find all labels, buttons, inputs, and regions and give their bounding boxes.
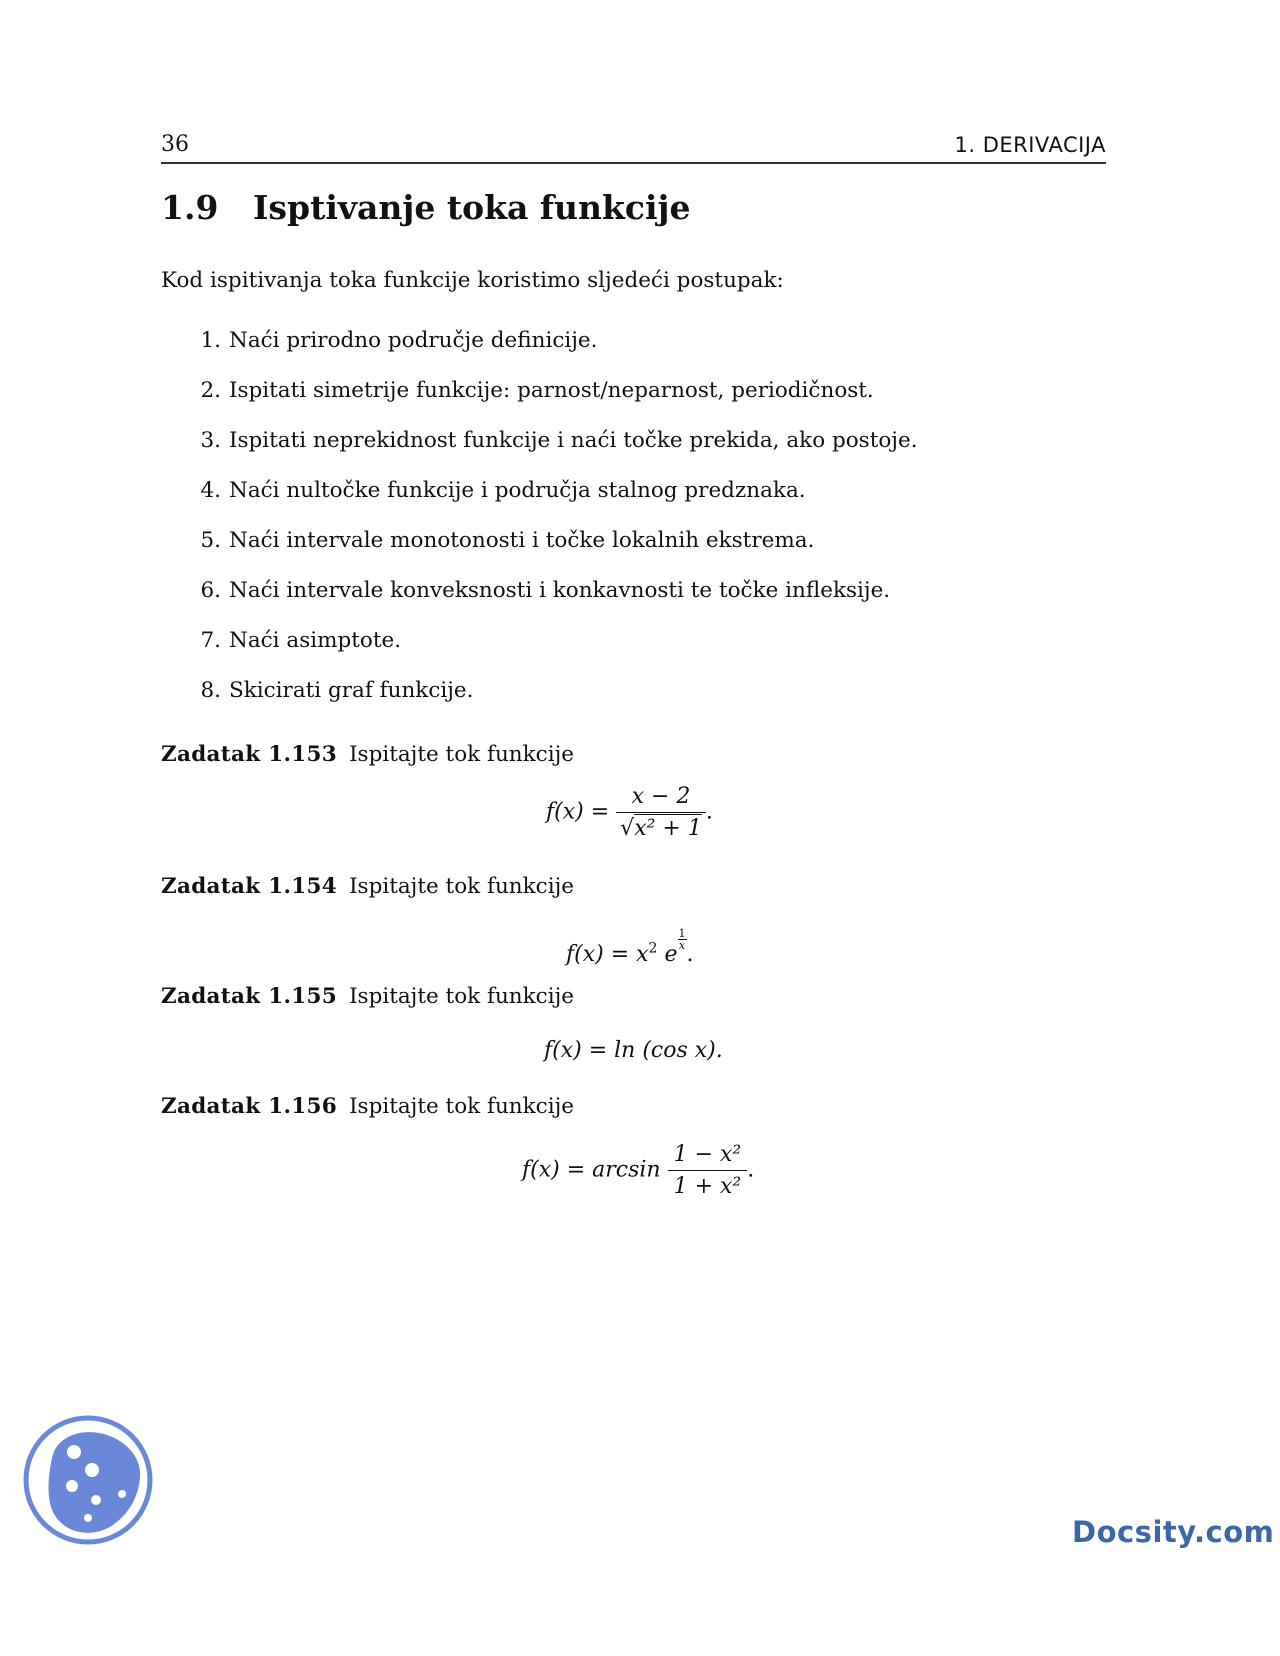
task-1-156 xyxy=(161,1094,574,1119)
task-text: Ispitajte tok funkcije xyxy=(349,1094,574,1119)
task-text: Ispitajte tok funkcije xyxy=(349,742,574,767)
formula-1-154: $f(x) = x^2$ e $\frac{1}{x}$ . xyxy=(566,927,694,967)
task-text: Ispitajte tok funkcije xyxy=(349,874,574,899)
task-1-154 xyxy=(161,874,574,899)
section-number: 1.9 xyxy=(161,188,219,227)
docsity-brand-text[interactable]: Docsity.com xyxy=(1072,1515,1275,1549)
list-item: 2. Ispitati simetrije funkcije: parnost/neparnost, periodičnost. xyxy=(200,378,874,403)
page-number: 36 xyxy=(161,132,189,157)
docsity-logo-icon xyxy=(22,1414,154,1546)
list-item: 1. Naći prirodno područje definicije. xyxy=(200,328,598,353)
task-label: Zadatak 1.153 xyxy=(161,742,338,767)
formula-1-155: f(x) = ln (cos x). xyxy=(544,1038,723,1063)
chapter-label: 1. DERIVACIJA xyxy=(954,133,1106,157)
intro-paragraph: Kod ispitivanja toka funkcije koristimo sljedeći postupak: xyxy=(161,268,784,293)
list-item: 5. Naći intervale monotonosti i točke lokalnih ekstrema. xyxy=(200,528,815,553)
formula-1-156: f(x) = arcsin $\frac{\text{1 − x²}}{\text{1 + x²}}$ . xyxy=(522,1142,755,1199)
running-header xyxy=(161,130,1106,164)
list-item: 8. Skicirati graf funkcije. xyxy=(200,678,474,703)
task-1-153 xyxy=(161,742,574,767)
task-label: Zadatak 1.154 xyxy=(161,874,338,899)
list-item: 6. Naći intervale konveksnosti i konkavnosti te točke infleksije. xyxy=(200,578,891,603)
list-item: 3. Ispitati neprekidnost funkcije i naći točke prekida, ako postoje. xyxy=(200,428,918,453)
task-label: Zadatak 1.156 xyxy=(161,1094,338,1119)
list-item: 4. Naći nultočke funkcije i područja stalnog predznaka. xyxy=(200,478,806,503)
section-title xyxy=(161,188,690,227)
formula-1-153: f(x) = $\frac{x - 2}{\text{√x² + 1}}$ . xyxy=(546,784,713,841)
section-title-text: Isptivanje toka funkcije xyxy=(253,188,691,227)
task-text: Ispitajte tok funkcije xyxy=(349,984,574,1009)
task-1-155 xyxy=(161,984,574,1009)
task-label: Zadatak 1.155 xyxy=(161,984,338,1009)
list-item: 7. Naći asimptote. xyxy=(200,628,402,653)
